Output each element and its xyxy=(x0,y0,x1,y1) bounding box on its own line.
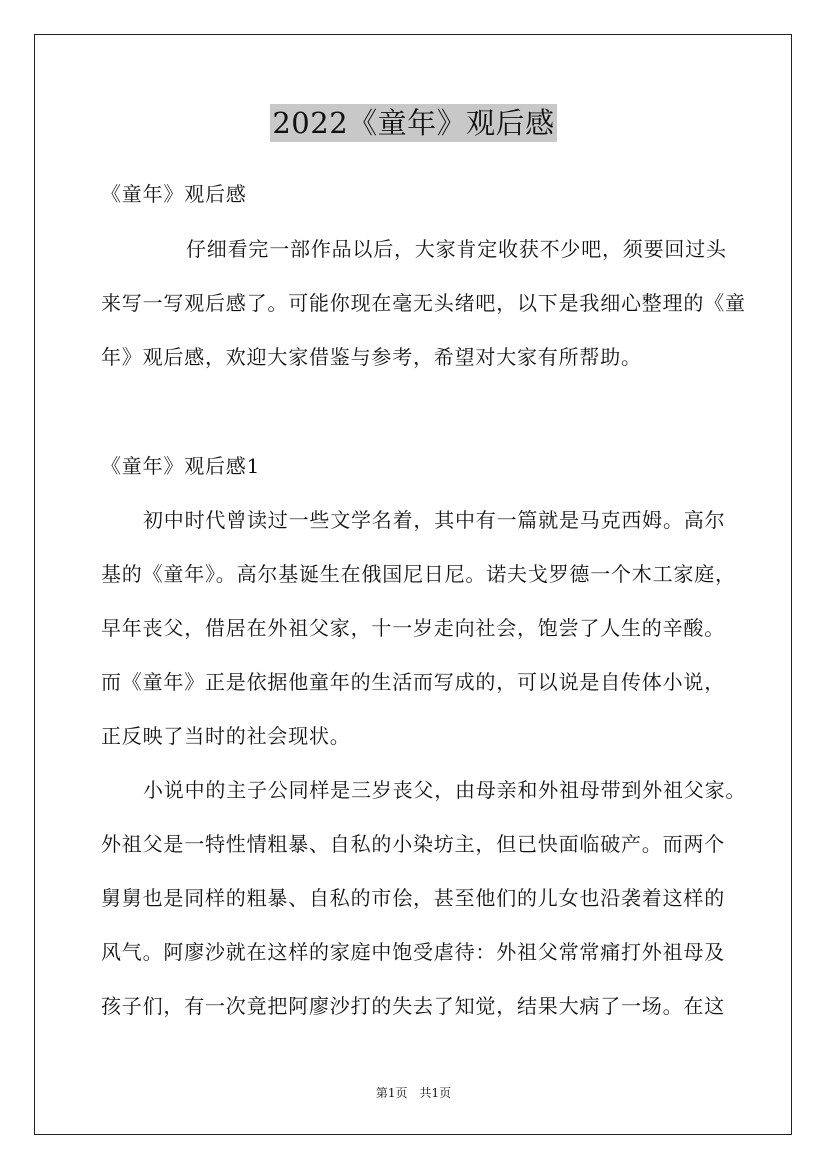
section-heading: 《童年》观后感1 xyxy=(101,454,261,478)
document-title: 2022《童年》观后感 xyxy=(272,106,555,140)
paragraph-line: 早年丧父，借居在外祖父家，十一岁走向社会，饱尝了人生的辛酸。 xyxy=(101,616,725,640)
intro-line: 年》观后感，欢迎大家借鉴与参考，希望对大家有所帮助。 xyxy=(101,345,642,369)
paragraph-line: 而《童年》正是依据他童年的生活而写成的，可以说是自传体小说， xyxy=(101,670,725,694)
paragraph-line: 舅舅也是同样的粗暴、自私的市侩，甚至他们的儿女也沿袭着这样的 xyxy=(101,886,725,910)
title-container xyxy=(0,104,827,142)
paragraph-line: 基的《童年》。高尔基诞生在俄国尼日尼。诺夫戈罗德一个木工家庭， xyxy=(101,562,736,586)
paragraph-line: 初中时代曾读过一些文学名着，其中有一篇就是马克西姆。高尔 xyxy=(143,508,726,532)
intro-line: 来写一写观后感了。可能你现在毫无头绪吧，以下是我细心整理的《童 xyxy=(101,291,746,315)
page-number-footer: 第1页 共1页 xyxy=(375,1086,452,1100)
paragraph-line: 风气。阿廖沙就在这样的家庭中饱受虐待：外祖父常常痛打外祖母及 xyxy=(101,940,725,964)
paragraph-line: 小说中的主子公同样是三岁丧父，由母亲和外祖母带到外祖父家。 xyxy=(143,778,747,802)
intro-line: 仔细看完一部作品以后，大家肯定收获不少吧，须要回过头 xyxy=(186,237,727,261)
subtitle: 《童年》观后感 xyxy=(101,182,247,206)
paragraph-line: 正反映了当时的社会现状。 xyxy=(101,724,351,748)
paragraph-line: 外祖父是一特性情粗暴、自私的小染坊主，但已快面临破产。而两个 xyxy=(101,832,725,856)
paragraph-line: 孩子们，有一次竟把阿廖沙打的失去了知觉，结果大病了一场。在这 xyxy=(101,994,725,1018)
